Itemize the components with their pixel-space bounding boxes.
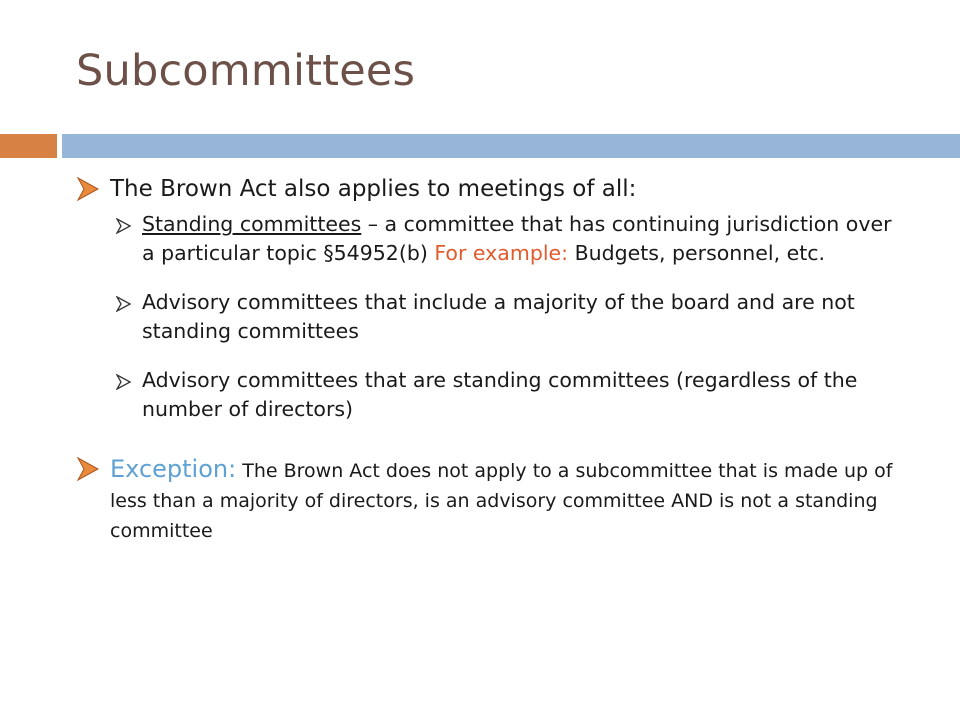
advisory-majority-text: Advisory committees that include a majority of the board and are not standing committees (142, 290, 855, 343)
advisory-standing-text: Advisory committees that are standing committees (regardless of the number of directors) (142, 368, 858, 421)
bullet-applies-text: The Brown Act also applies to meetings of all: (110, 176, 637, 202)
standing-term: Standing committees (142, 212, 362, 236)
arrowhead-bullet-icon (116, 296, 131, 312)
example-text: Budgets, personnel, etc. (568, 241, 826, 265)
sub-bullet-standing (76, 210, 896, 268)
arrowhead-bullet-icon (76, 456, 100, 482)
slide-content (76, 168, 896, 545)
bullet-exception (76, 454, 896, 545)
example-label: For example: (434, 241, 569, 265)
standing-definition: – a committee that has continuing jurisdiction over a particular topic §54952(b) (142, 212, 892, 265)
arrowhead-bullet-icon (116, 374, 131, 390)
sub-bullet-advisory-standing (76, 366, 896, 424)
arrowhead-bullet-icon (76, 176, 100, 202)
exception-label: Exception: (110, 455, 237, 483)
bullet-applies (76, 174, 896, 204)
exception-text: The Brown Act does not apply to a subcommittee that is made up of less than a majority of directors, is an advisory committee AND is not a standing committee (110, 460, 893, 542)
sub-bullet-advisory-majority (76, 288, 896, 346)
slide-title: Subcommittees (76, 46, 416, 96)
arrowhead-bullet-icon (116, 218, 131, 234)
title-rule-blue (62, 134, 960, 158)
title-rule-orange (0, 134, 57, 158)
